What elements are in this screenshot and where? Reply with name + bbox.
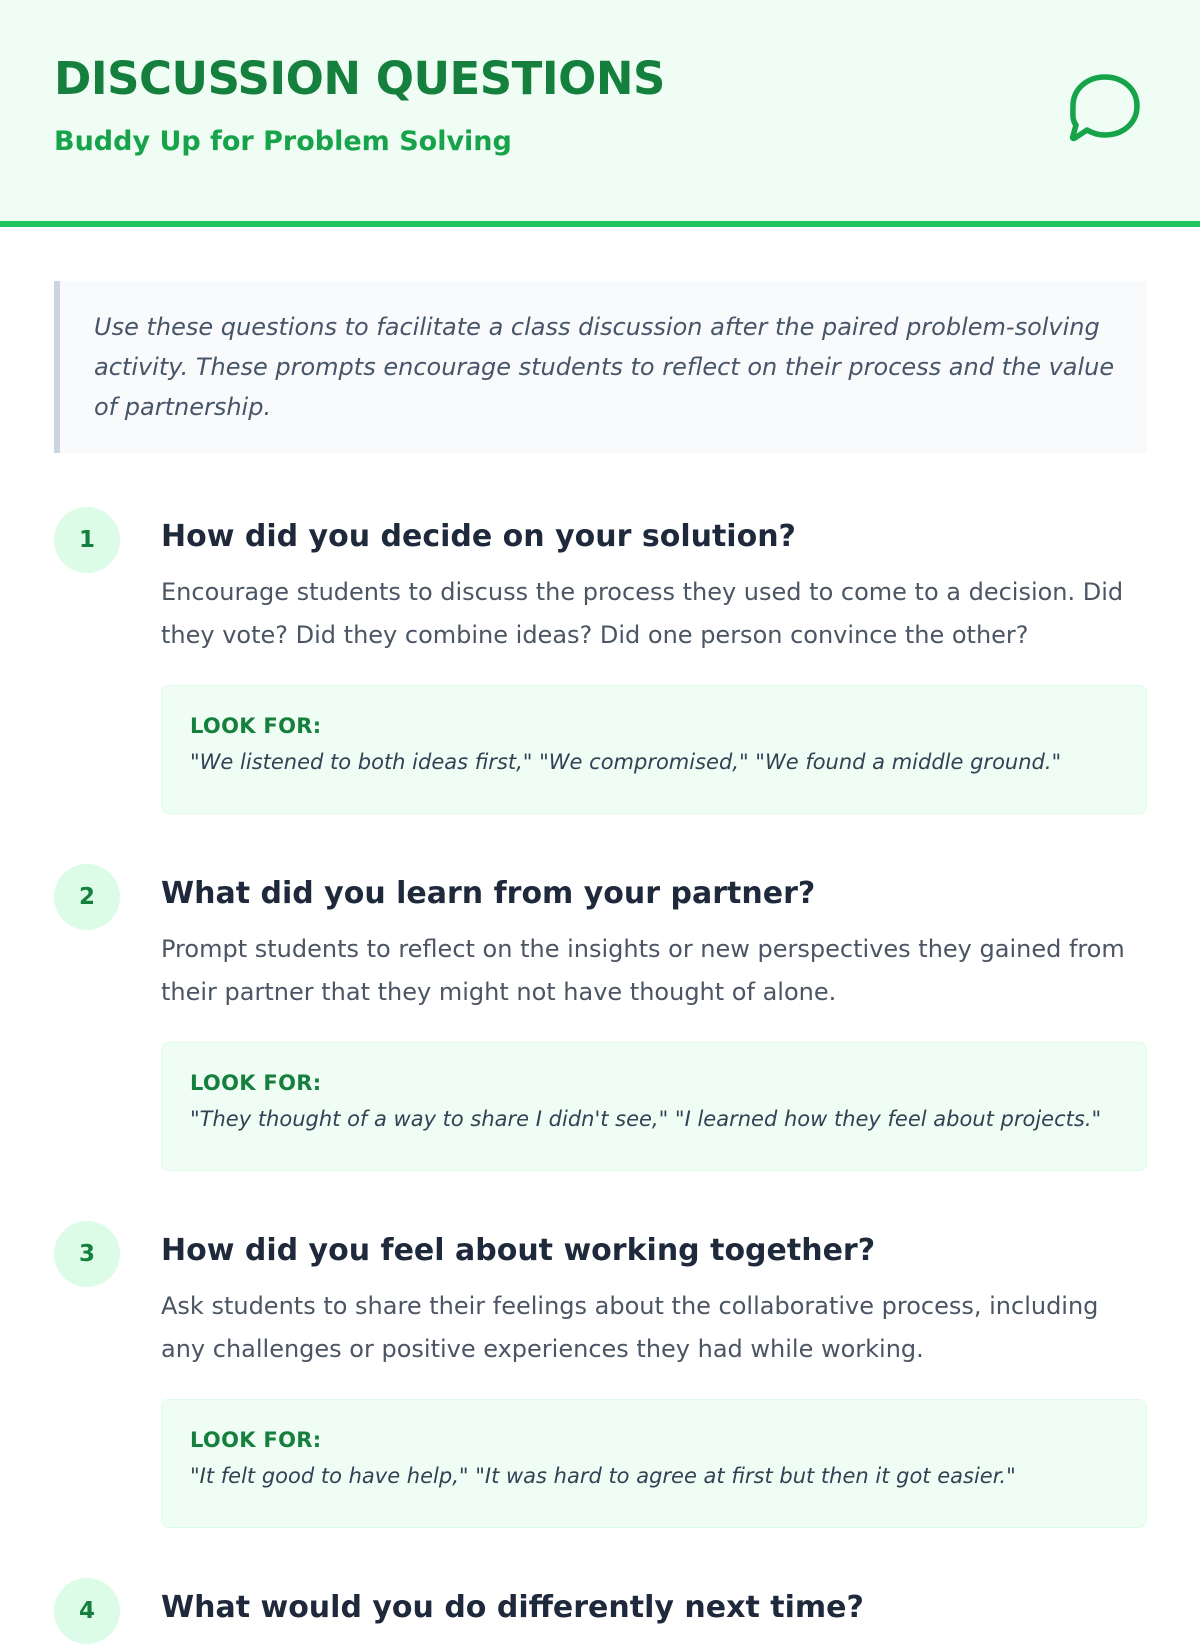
look-for-label: LOOK FOR:: [190, 1071, 322, 1095]
look-for-text: "We listened to both ideas first," "We compromised," "We found a middle ground.": [190, 750, 1062, 774]
question-title: How did you feel about working together?: [161, 1233, 876, 1268]
question-body: [161, 1221, 1147, 1528]
question-number-badge: 2: [54, 864, 120, 930]
header: [0, 0, 1200, 227]
intro-text: Use these questions to facilitate a class discussion after the paired problem-solving activity. These prompts encourage students to reflect on their process and the value of partnership.: [94, 313, 1115, 421]
question-description: Ask students to share their feelings about the collaborative process, including any challenges or positive experiences they had while working.: [161, 1292, 1099, 1363]
question-title: What did you learn from your partner?: [161, 876, 816, 911]
question-title: How did you decide on your solution?: [161, 519, 796, 554]
chat-bubble-icon: [1066, 70, 1144, 148]
page-subtitle: Buddy Up for Problem Solving: [54, 126, 512, 157]
question-number-badge: 4: [54, 1578, 120, 1644]
question-title: What would you do differently next time?: [161, 1590, 864, 1625]
question-description: Prompt students to reflect on the insights or new perspectives they gained from their partner that they might not have thought of alone.: [161, 935, 1125, 1006]
look-for-text: "It felt good to have help," "It was hard to agree at first but then it got easier.": [190, 1464, 1016, 1488]
look-for-box: [161, 1042, 1147, 1171]
look-for-label: LOOK FOR:: [190, 1428, 322, 1452]
look-for-label: LOOK FOR:: [190, 714, 322, 738]
intro-note: [54, 281, 1147, 453]
page-title: DISCUSSION QUESTIONS: [54, 52, 665, 105]
question-description: Encourage students to discuss the process they used to come to a decision. Did they vote? Did they combine ideas? Did one person convince the other?: [161, 578, 1124, 649]
look-for-box: [161, 1399, 1147, 1528]
question-number-badge: 1: [54, 507, 120, 573]
question-body: [161, 507, 1147, 814]
question-body: [161, 864, 1147, 1171]
question-number-badge: 3: [54, 1221, 120, 1287]
look-for-box: [161, 685, 1147, 814]
question-body: [161, 1578, 1147, 1630]
look-for-text: "They thought of a way to share I didn't see," "I learned how they feel about projects.": [190, 1107, 1102, 1131]
